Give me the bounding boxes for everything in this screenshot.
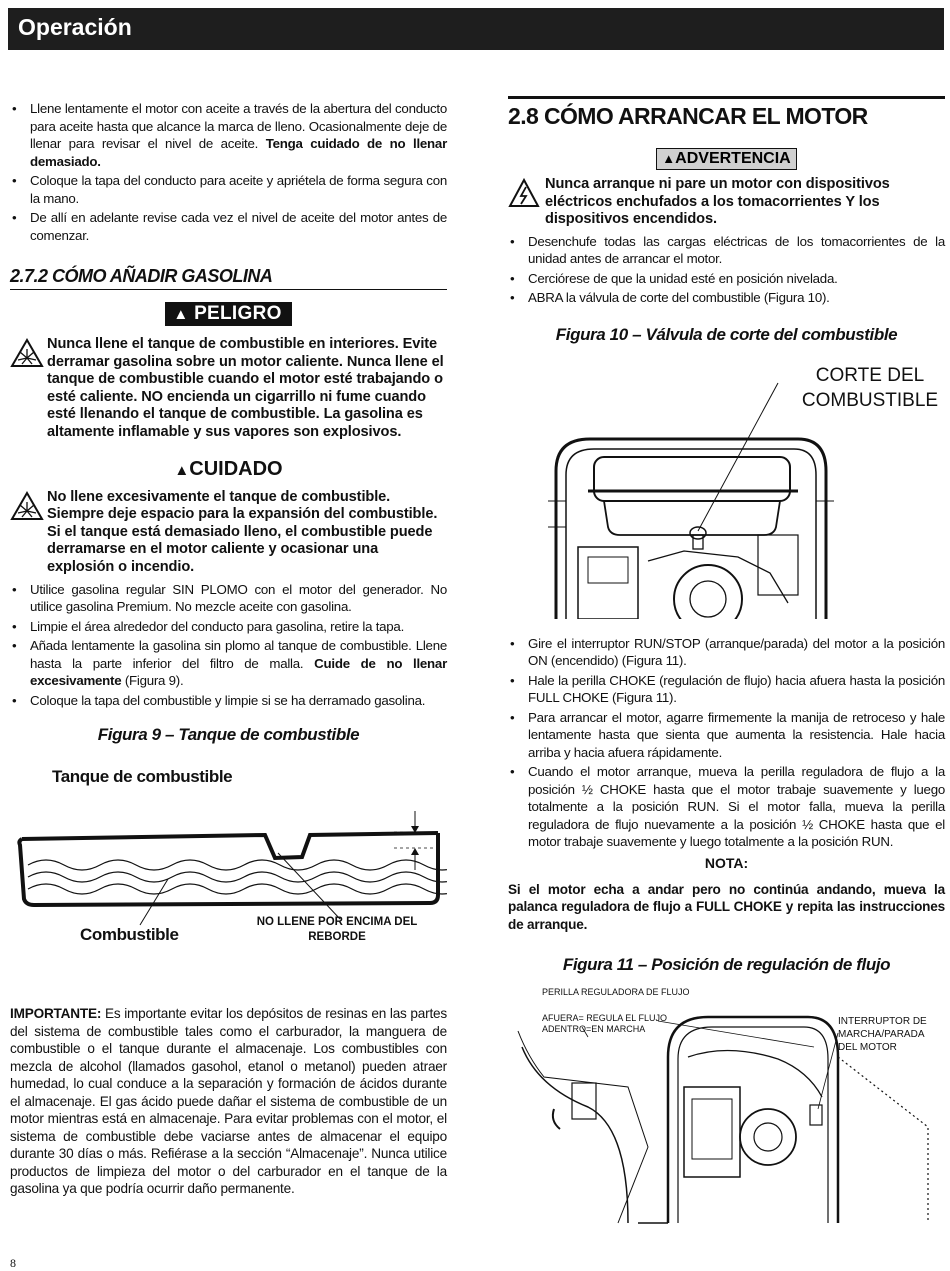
list-item: • ABRA la válvula de corte del combustible (Figura 10). <box>508 289 945 307</box>
peligro-badge: ▲ PELIGRO <box>165 302 291 326</box>
tank-label: Tanque de combustible <box>52 767 233 787</box>
warning-triangle-icon: ▲ <box>173 306 189 323</box>
warning-triangle-icon: ▲ <box>174 461 190 479</box>
pre-start-bullet-list <box>508 233 945 307</box>
list-item: • Utilice gasolina regular SIN PLOMO con el motor del generador. No utilice gasolina Premium. No mezcle aceite con gasolina. <box>10 581 447 616</box>
figure-10-valve-diagram <box>508 351 945 619</box>
list-item: • De allí en adelante revise cada vez el nivel de aceite del motor antes de comenzar. <box>10 209 447 244</box>
cuidado-badge: ▲CUIDADO <box>174 457 283 480</box>
nota-text: Si el motor echa a andar pero no continúa andando, mueva la palanca reguladora de flujo a FULL CHOKE y repita las instrucciones de arranque. <box>508 881 945 932</box>
section-title-gasolina: 2.7.2 CÓMO AÑADIR GASOLINA <box>10 266 447 290</box>
run-stop-switch-label: INTERRUPTOR DE MARCHA/PARADA DEL MOTOR <box>838 1016 927 1054</box>
figure-11-choke-diagram <box>508 987 945 1227</box>
list-item: • Desenchufe todas las cargas eléctricas de los tomacorrientes de la unidad antes de arrancar el motor. <box>508 233 945 268</box>
list-item: • Llene lentamente el motor con aceite a través de la abertura del conducto para aceite hasta que alcance la marca de lleno. Ocasionalmente deje de llenar para revisar el nivel de aceite. Tenga cuidado de no llenar demasiado. <box>10 100 447 170</box>
list-item: • Limpie el área alrededor del conducto para gasolina, retire la tapa. <box>10 618 447 636</box>
fuel-bullet-list <box>10 581 447 710</box>
right-column <box>508 96 945 1227</box>
list-item: • Para arrancar el motor, agarre firmemente la manija de retroceso y hale lentamente hasta que sienta que aumenta la resistencia. Hale hacia arriba y hacia afuera rápidamente. <box>508 709 945 762</box>
figure-9-caption: Figura 9 – Tanque de combustible <box>97 725 360 745</box>
page-title: Operación <box>18 14 132 40</box>
list-item: • Hale la perilla CHOKE (regulación de flujo) hacia afuera hasta la posición FULL CHOKE (Figura 11). <box>508 672 945 707</box>
fuel-label: Combustible <box>80 925 179 945</box>
header-bar <box>8 8 944 50</box>
figure-10-caption: Figura 10 – Válvula de corte del combustible <box>555 324 898 344</box>
no-fill-label: NO LLENE POR ENCIMA DEL REBORDE <box>256 916 418 944</box>
list-item: • Gire el interruptor RUN/STOP (arranque/parada) del motor a la posición ON (encendido) (Figura 11). <box>508 635 945 670</box>
start-bullet-list <box>508 635 945 851</box>
peligro-warning: Nunca llene el tanque de combustible en interiores. Evite derramar gasolina sobre un motor caliente. Nunca llene el tanque de combustible cuando el motor esté trabajando o esté caliente. NO encienda un cigarrillo ni fume cuando esté llenando el tanque de combustible. La gasolina es altamente inflamable y sus vapores son explosivos. <box>10 336 447 442</box>
list-item: • Cuando el motor arranque, mueva la perilla reguladora de flujo a la posición ½ CHOKE hasta que el motor trabaje suavemente y luego totalmente a la posición RUN. Si el motor falla, mueva la perilla reguladora de flujo nuevamente a la posición ½ CHOKE hasta que el motor trabaje suavemente y luego totalmente a la posición RUN. <box>508 763 945 851</box>
section-title-arrancar: 2.8 CÓMO ARRANCAR EL MOTOR <box>508 96 945 130</box>
advertencia-warning: Nunca arranque ni pare un motor con dispositivos eléctricos enchufados a los tomacorrientes Y los dispositivos encendidos. <box>508 176 945 229</box>
electric-shock-icon <box>508 178 540 213</box>
advertencia-badge: ▲ADVERTENCIA <box>656 148 796 170</box>
warning-triangle-icon: ▲ <box>662 151 676 166</box>
list-item: • Coloque la tapa del combustible y limpie si se ha derramado gasolina. <box>10 692 447 710</box>
nota-heading: NOTA: <box>704 854 749 871</box>
figure-11-caption: Figura 11 – Posición de regulación de flujo <box>562 955 891 975</box>
explosion-hazard-icon <box>10 338 44 373</box>
list-item: • Añada lentamente la gasolina sin plomo al tanque de combustible. Llene hasta la parte inferior del filtro de malla. Cuide de no llenar excesivamente (Figura 9). <box>10 637 447 690</box>
figure-9-tank-diagram <box>10 753 447 981</box>
list-item: • Cerciórese de que la unidad esté en posición nivelada. <box>508 270 945 288</box>
cuidado-warning: No llene excesivamente el tanque de combustible. Siempre deje espacio para la expansión del combustible. Si el tanque está demasiado lleno, el combustible puede derramarse en el motor caliente y ocasionar una explosión o incendio. <box>10 489 447 577</box>
page-number: 8 <box>10 1256 16 1270</box>
left-column <box>10 100 447 1198</box>
list-item: • Coloque la tapa del conducto para aceite y apriétela de forma segura con la mano. <box>10 172 447 207</box>
explosion-hazard-icon <box>10 491 44 526</box>
fuel-shutoff-label: CORTE DEL COMBUSTIBLE <box>801 364 939 411</box>
choke-position-label: AFUERA= REGULA EL FLUJO ADENTRO=EN MARCHA <box>542 1013 667 1035</box>
importante-paragraph: IMPORTANTE: Es importante evitar los depósitos de resinas en las partes del sistema de combustible tales como el carburador, la manguera de combustible o el tanque durante el almacenaje. Los combustibles con mezcla de alcohol (llamados gasohol, etanol o metanol) pueden atraer humedad, lo cual conduce a la separación y formación de ácidos durante el almacenaje. El gas ácido puede dañar el sistema de combustible de un motor mientras está en almacenaje. Para evitar problemas con el motor, el sistema de combustible debe vaciarse antes de almacenar el equipo durante 30 días o más. Refiérase a la sección “Almacenaje”. Nunca utilice productos de limpieza del motor o del carburador en el tanque de la gasolina ya que podría ocurrir daño permanente. <box>10 1006 447 1197</box>
choke-knob-label: PERILLA REGULADORA DE FLUJO <box>542 987 690 998</box>
oil-bullet-list <box>10 100 447 244</box>
generator-frame-drawing <box>508 351 945 619</box>
